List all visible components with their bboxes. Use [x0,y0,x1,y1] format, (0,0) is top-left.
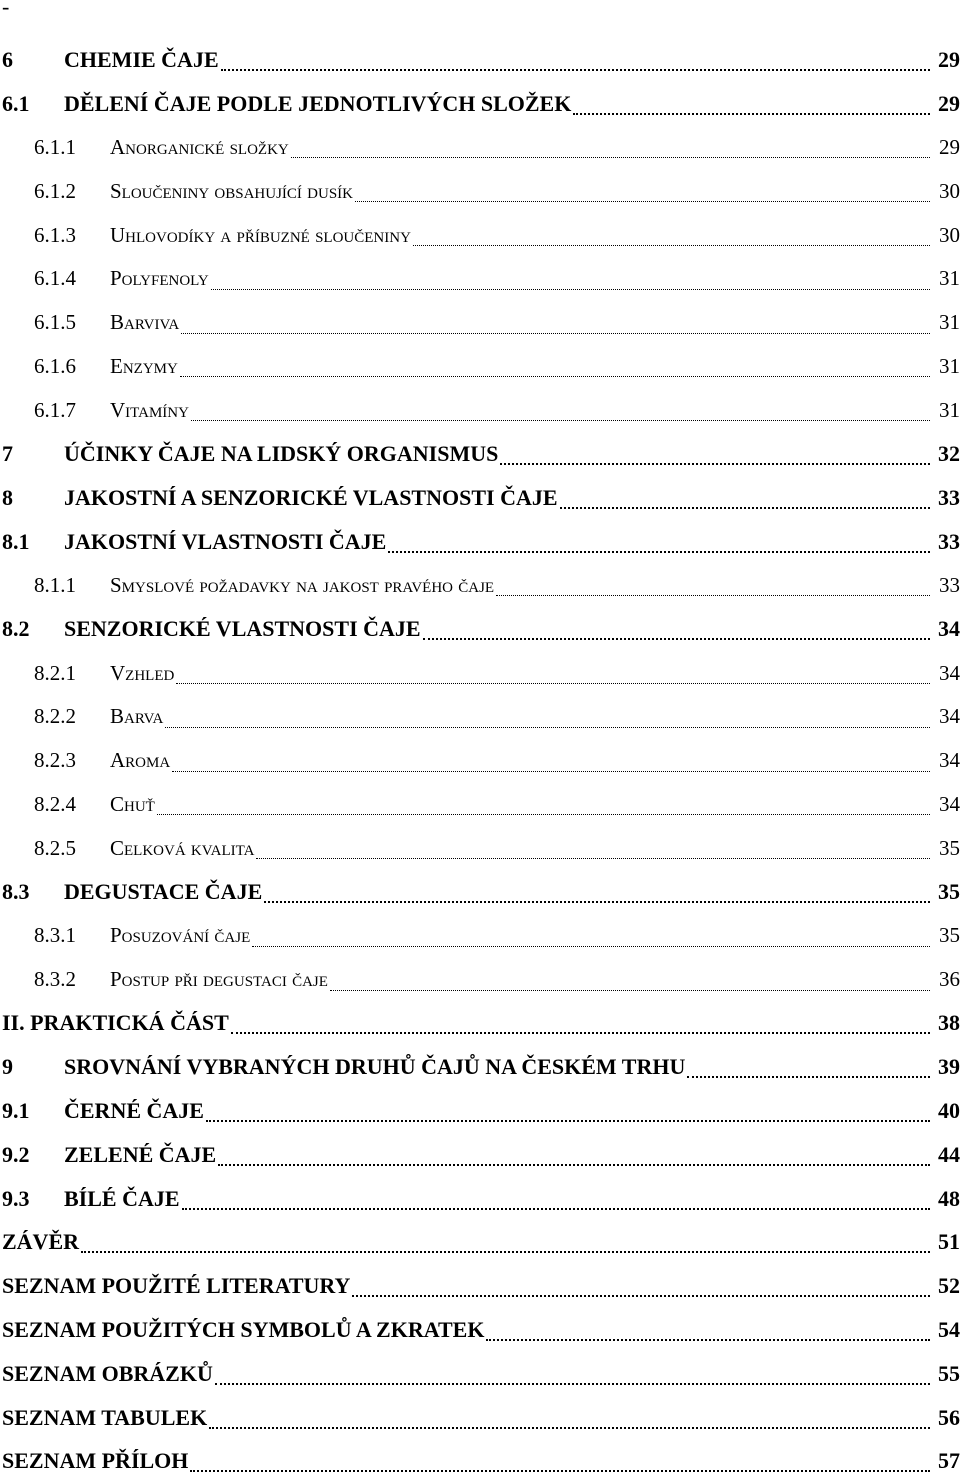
toc-entry-title: DEGUSTACE ČAJE [64,879,262,905]
toc-entry-title: ÚČINKY ČAJE NA LIDSKÝ ORGANISMUS [64,441,498,467]
toc-entry-page: 30 [932,223,960,248]
toc-entry[interactable] [0,1221,960,1265]
toc-entry-number: 8.3 [0,879,64,905]
toc-entry-number: 8.3.2 [0,967,110,992]
toc-entry-page: 56 [932,1405,960,1431]
toc-entry[interactable] [0,958,960,1002]
toc-entry-title: SEZNAM POUŽITÉ LITERATURY [2,1273,350,1299]
toc-entry-number: 8.2.3 [0,748,110,773]
toc-entry-number: 8.2.5 [0,836,110,861]
toc-entry-number: 9.3 [0,1186,64,1212]
toc-entry-number: 8.1 [0,529,64,555]
toc-entry[interactable] [0,1089,960,1133]
dot-leader [218,1164,930,1166]
toc-entry-number: 6.1.4 [0,266,110,291]
toc-entry-page: 29 [932,91,960,117]
toc-entry-title: Celková kvalita [110,836,254,861]
toc-entry[interactable] [0,169,960,213]
dot-leader [165,727,930,728]
toc-entry-page: 55 [932,1361,960,1387]
toc-entry-page: 32 [932,441,960,467]
toc-entry-number: 6.1.3 [0,223,110,248]
toc-entry-title: JAKOSTNÍ A SENZORICKÉ VLASTNOSTI ČAJE [64,485,558,511]
toc-entry-number: 6.1 [0,91,64,117]
toc-entry-title: Uhlovodíky a příbuzné sloučeniny [110,223,411,248]
dot-leader [573,113,930,115]
dot-leader [500,463,930,465]
toc-entry-title: Vitamíny [110,398,189,423]
toc-entry-page: 36 [932,967,960,992]
toc-entry-number: 8.1.1 [0,573,110,598]
dot-leader [180,376,930,377]
toc-entry-number: 9 [0,1054,64,1080]
toc-entry-page: 39 [932,1054,960,1080]
dot-leader [252,946,930,947]
dot-leader [423,638,930,640]
dot-leader [157,814,930,815]
dot-leader [81,1251,930,1253]
dot-leader [221,69,930,71]
toc-entry[interactable] [0,739,960,783]
dot-leader [209,1427,930,1429]
toc-entry-title: SEZNAM OBRÁZKŮ [2,1361,213,1387]
toc-entry-number: 9.2 [0,1142,64,1168]
toc-entry[interactable] [0,1396,960,1440]
toc-entry-page: 34 [932,616,960,642]
toc-entry-page: 34 [932,792,960,817]
toc-entry[interactable] [0,257,960,301]
toc-entry[interactable] [0,1002,960,1046]
dot-leader [256,858,930,859]
toc-entry[interactable] [0,870,960,914]
dot-leader [181,333,930,334]
dot-leader [172,771,930,772]
toc-entry-page: 48 [932,1186,960,1212]
toc-entry-title: Vzhled [110,661,174,686]
toc-entry-number: 6 [0,47,64,73]
toc-entry-page: 29 [932,135,960,160]
toc-entry-title: Barviva [110,310,179,335]
toc-entry[interactable] [0,388,960,432]
toc-entry-page: 44 [932,1142,960,1168]
toc-entry-title: SENZORICKÉ VLASTNOSTI ČAJE [64,616,421,642]
toc-entry-title: ZELENÉ ČAJE [64,1142,216,1168]
toc-entry-page: 34 [932,748,960,773]
toc-entry[interactable] [0,1352,960,1396]
toc-entry-page: 35 [932,923,960,948]
toc-entry-number: 6.1.7 [0,398,110,423]
toc-entry-title: Aroma [110,748,170,773]
dot-leader [291,157,930,158]
toc-entry-number: 6.1.5 [0,310,110,335]
toc-entry-title: SROVNÁNÍ VYBRANÝCH DRUHŮ ČAJŮ NA ČESKÉM TRHU [64,1054,685,1080]
toc-entry-page: 29 [932,47,960,73]
toc-entry-number: 8 [0,485,64,511]
toc-entry-number: 6.1.2 [0,179,110,204]
dot-leader [231,1032,930,1034]
toc-entry[interactable] [0,1440,960,1483]
toc-entry-title: JAKOSTNÍ VLASTNOSTI ČAJE [64,529,386,555]
toc-entry-page: 35 [932,836,960,861]
dot-leader [687,1076,930,1078]
toc-entry-page: 31 [932,266,960,291]
toc-entry[interactable] [0,607,960,651]
dot-leader [413,245,930,246]
toc-entry-title: Postup při degustaci čaje [110,967,328,992]
toc-entry[interactable] [0,1177,960,1221]
toc-entry-page: 34 [932,661,960,686]
toc-entry[interactable] [0,1264,960,1308]
toc-entry-page: 33 [932,573,960,598]
toc-entry-title: BÍLÉ ČAJE [64,1186,180,1212]
toc-entry-title: Polyfenoly [110,266,209,291]
toc-entry[interactable] [0,783,960,827]
toc-entry-title: Anorganické složky [110,135,289,160]
toc-entry-number: 6.1.6 [0,354,110,379]
toc-entry-page: 31 [932,354,960,379]
toc-entry-page: 57 [932,1448,960,1474]
toc-entry-page: 35 [932,879,960,905]
toc-entry-page: 33 [932,485,960,511]
toc-entry-page: 38 [932,1010,960,1036]
header-dash: - [2,0,9,20]
toc-entry-page: 40 [932,1098,960,1124]
toc-entry-title: CHEMIE ČAJE [64,47,219,73]
toc-entry-title: Sloučeniny obsahující dusík [110,179,353,204]
table-of-contents [0,38,960,1483]
toc-entry-page: 54 [932,1317,960,1343]
toc-entry[interactable] [0,476,960,520]
toc-entry-title: ČERNÉ ČAJE [64,1098,204,1124]
dot-leader [215,1383,930,1385]
toc-entry-title: II. PRAKTICKÁ ČÁST [2,1010,229,1036]
toc-entry-number: 8.3.1 [0,923,110,948]
dot-leader [182,1208,930,1210]
toc-entry[interactable] [0,82,960,126]
toc-entry-number: 8.2 [0,616,64,642]
dot-leader [191,420,930,421]
toc-entry-number: 7 [0,441,64,467]
dot-leader [190,1470,930,1472]
dot-leader [206,1120,930,1122]
toc-entry-title: SEZNAM POUŽITÝCH SYMBOLŮ A ZKRATEK [2,1317,484,1343]
toc-entry-page: 51 [932,1229,960,1255]
toc-entry-number: 9.1 [0,1098,64,1124]
toc-entry-title: Enzymy [110,354,178,379]
toc-entry[interactable] [0,38,960,82]
toc-entry-page: 30 [932,179,960,204]
toc-entry-number: 8.2.2 [0,704,110,729]
toc-entry[interactable] [0,432,960,476]
dot-leader [486,1339,930,1341]
toc-entry-title: Chuť [110,792,155,817]
dot-leader [330,990,930,991]
toc-entry[interactable] [0,695,960,739]
toc-entry-title: SEZNAM TABULEK [2,1405,207,1431]
dot-leader [352,1295,930,1297]
toc-entry[interactable] [0,126,960,170]
toc-entry-number: 6.1.1 [0,135,110,160]
dot-leader [496,595,930,596]
dot-leader [355,201,930,202]
dot-leader [560,507,930,509]
toc-entry-number: 8.2.4 [0,792,110,817]
dot-leader [264,901,930,903]
toc-entry[interactable] [0,520,960,564]
toc-entry-title: SEZNAM PŘÍLOH [2,1448,188,1474]
toc-entry-title: Posuzování čaje [110,923,250,948]
toc-entry[interactable] [0,564,960,608]
toc-entry[interactable] [0,1308,960,1352]
toc-entry[interactable] [0,1045,960,1089]
toc-entry[interactable] [0,213,960,257]
toc-entry-title: Barva [110,704,163,729]
dot-leader [211,289,930,290]
toc-entry-page: 31 [932,398,960,423]
toc-entry[interactable] [0,301,960,345]
toc-entry-title: ZÁVĚR [2,1229,79,1255]
toc-entry-page: 34 [932,704,960,729]
toc-entry-title: DĚLENÍ ČAJE PODLE JEDNOTLIVÝCH SLOŽEK [64,91,571,117]
toc-entry-page: 31 [932,310,960,335]
toc-entry[interactable] [0,345,960,389]
dot-leader [388,551,930,553]
toc-entry-page: 52 [932,1273,960,1299]
toc-entry[interactable] [0,914,960,958]
toc-entry[interactable] [0,651,960,695]
toc-entry[interactable] [0,826,960,870]
toc-entry-page: 33 [932,529,960,555]
dot-leader [176,683,930,684]
toc-entry[interactable] [0,1133,960,1177]
toc-entry-number: 8.2.1 [0,661,110,686]
toc-entry-title: Smyslové požadavky na jakost pravého čaje [110,573,494,598]
